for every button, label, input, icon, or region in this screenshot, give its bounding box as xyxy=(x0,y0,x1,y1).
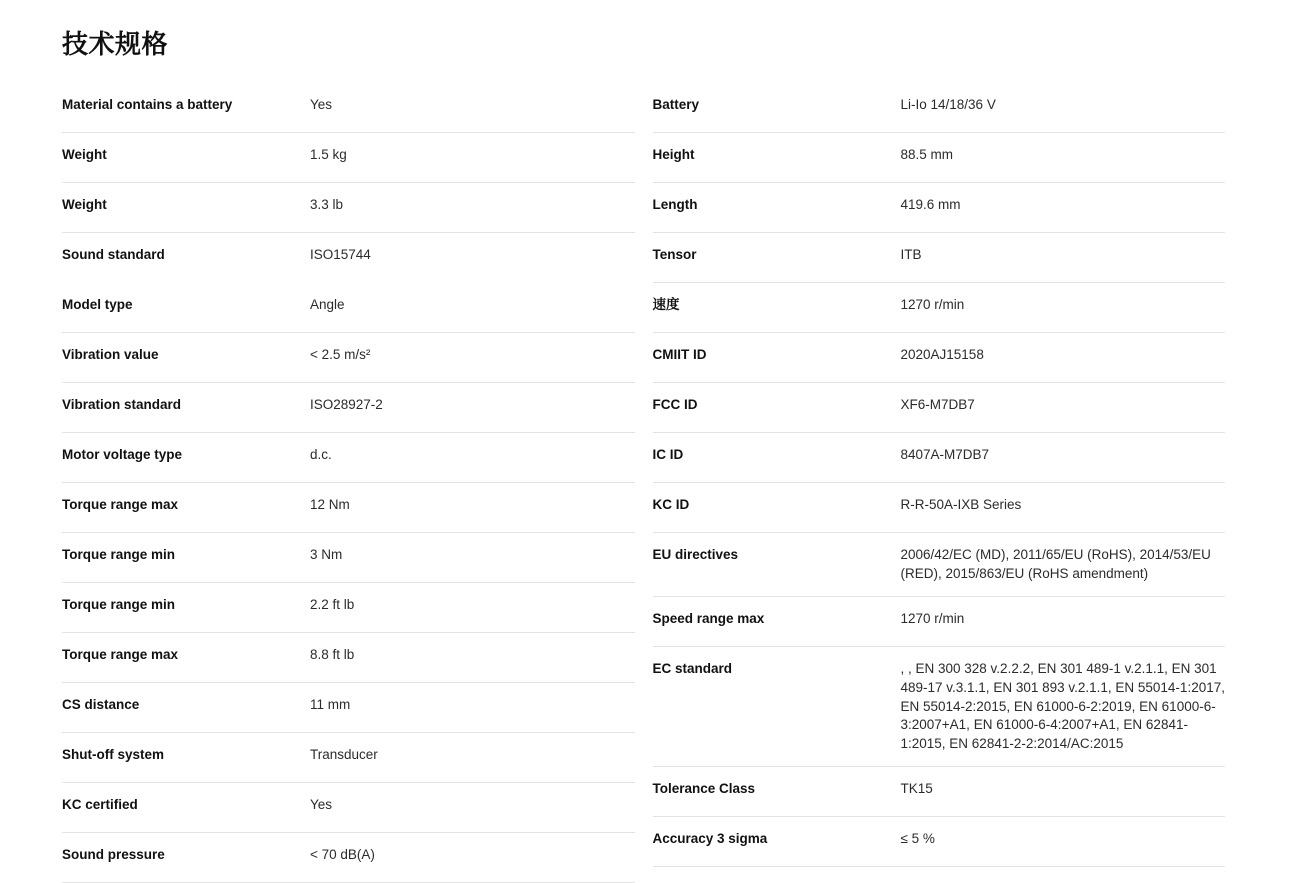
spec-row xyxy=(62,233,635,283)
spec-value: < 2.5 m/s² xyxy=(310,347,371,362)
spec-row xyxy=(62,583,635,633)
spec-label: KC certified xyxy=(62,797,138,812)
spec-label: Model type xyxy=(62,297,133,312)
spec-row xyxy=(653,333,1226,383)
spec-label: Sound standard xyxy=(62,247,165,262)
spec-label: KC ID xyxy=(652,497,690,512)
spec-value: R-R-50A-IXB Series xyxy=(900,497,1022,512)
spec-value: TK15 xyxy=(900,781,933,797)
spec-value: 8407A-M7DB7 xyxy=(900,447,990,462)
spec-row xyxy=(653,133,1226,183)
spec-label: Vibration value xyxy=(62,347,159,362)
spec-value: 88.5 mm xyxy=(900,147,954,162)
spec-row xyxy=(653,597,1226,647)
spec-value: 419.6 mm xyxy=(900,197,961,212)
spec-row xyxy=(653,433,1226,483)
spec-column-left xyxy=(62,83,635,883)
spec-label: IC ID xyxy=(652,447,684,462)
spec-row xyxy=(62,333,635,383)
spec-row xyxy=(653,647,1226,767)
spec-value: 8.8 ft lb xyxy=(310,647,355,662)
spec-label: Shut-off system xyxy=(62,747,165,762)
spec-value: , , EN 300 328 v.2.2.2, EN 301 489-1 v.2.1.1, EN 301 489-17 v.3.1.1, EN 301 893 v.2.1.1, EN 55014-1:2017, EN 55014-2:2015, EN 61000-6-2:2019, EN 61000-6-3:2007+A1, EN 61000-6-4:2007+A1, EN 62841-1:2015, EN 62841-2-2:2014/AC:2015 xyxy=(900,660,1225,752)
spec-label: Motor voltage type xyxy=(62,447,183,462)
spec-label: CS distance xyxy=(62,697,140,712)
spec-row xyxy=(62,533,635,583)
spec-value: 1270 r/min xyxy=(900,610,965,626)
spec-column-right xyxy=(653,83,1226,883)
spec-value: XF6-M7DB7 xyxy=(900,397,975,412)
spec-row xyxy=(653,383,1226,433)
spec-value: 3.3 lb xyxy=(310,197,344,212)
spec-table xyxy=(0,61,1305,883)
spec-value: ITB xyxy=(900,247,922,262)
spec-label: Tolerance Class xyxy=(652,781,756,797)
spec-value: 1.5 kg xyxy=(310,147,347,162)
spec-value: < 70 dB(A) xyxy=(310,847,375,862)
spec-label: Length xyxy=(652,197,698,212)
spec-row xyxy=(653,283,1226,333)
spec-label: Battery xyxy=(652,97,700,112)
spec-label: Torque range min xyxy=(62,597,176,612)
spec-value: Yes xyxy=(310,97,333,112)
spec-value: 12 Nm xyxy=(310,497,350,512)
spec-value: 2006/42/EC (MD), 2011/65/EU (RoHS), 2014/53/EU (RED), 2015/863/EU (RoHS amendment) xyxy=(900,547,1211,581)
spec-row xyxy=(62,733,635,783)
spec-row xyxy=(653,767,1226,817)
spec-label: Weight xyxy=(62,147,107,162)
spec-label: Speed range max xyxy=(652,610,765,626)
spec-row xyxy=(62,683,635,733)
spec-value: 3 Nm xyxy=(310,547,343,562)
spec-label: Height xyxy=(652,147,695,162)
spec-value: Transducer xyxy=(310,747,378,762)
spec-value: ISO28927-2 xyxy=(310,397,383,412)
spec-row xyxy=(62,833,635,883)
spec-row xyxy=(653,83,1226,133)
spec-label: CMIIT ID xyxy=(652,347,707,362)
spec-row xyxy=(62,83,635,133)
spec-label: Sound pressure xyxy=(62,847,165,862)
spec-row xyxy=(653,183,1226,233)
spec-row xyxy=(653,533,1226,597)
spec-row xyxy=(653,817,1226,867)
spec-value: ≤ 5 % xyxy=(900,831,935,847)
spec-value: 2.2 ft lb xyxy=(310,597,355,612)
spec-label: EU directives xyxy=(652,547,739,562)
spec-row xyxy=(62,183,635,233)
spec-label: Torque range min xyxy=(62,547,176,562)
spec-row xyxy=(62,283,635,333)
spec-value: d.c. xyxy=(310,447,332,462)
spec-label: EC standard xyxy=(652,660,733,676)
spec-label: 速度 xyxy=(652,297,680,312)
spec-value: 11 mm xyxy=(310,697,351,712)
spec-row xyxy=(653,233,1226,283)
page-title: 技术规格 xyxy=(62,29,169,59)
spec-row xyxy=(62,783,635,833)
spec-row xyxy=(62,133,635,183)
spec-value: 2020AJ15158 xyxy=(900,347,984,362)
spec-row xyxy=(62,483,635,533)
spec-value: Yes xyxy=(310,797,333,812)
spec-value: Angle xyxy=(310,297,345,312)
spec-row xyxy=(62,383,635,433)
spec-label: Weight xyxy=(62,197,107,212)
spec-value: ISO15744 xyxy=(310,247,371,262)
spec-row xyxy=(62,633,635,683)
spec-row xyxy=(653,483,1226,533)
spec-label: Tensor xyxy=(652,247,697,262)
spec-value: Li-Io 14/18/36 V xyxy=(900,97,996,112)
spec-label: Vibration standard xyxy=(62,397,182,412)
spec-label: Material contains a battery xyxy=(62,97,233,112)
spec-label: FCC ID xyxy=(652,397,698,412)
spec-row xyxy=(62,433,635,483)
spec-value: 1270 r/min xyxy=(900,297,965,312)
spec-label: Accuracy 3 sigma xyxy=(652,831,768,847)
spec-label: Torque range max xyxy=(62,647,179,662)
spec-label: Torque range max xyxy=(62,497,179,512)
